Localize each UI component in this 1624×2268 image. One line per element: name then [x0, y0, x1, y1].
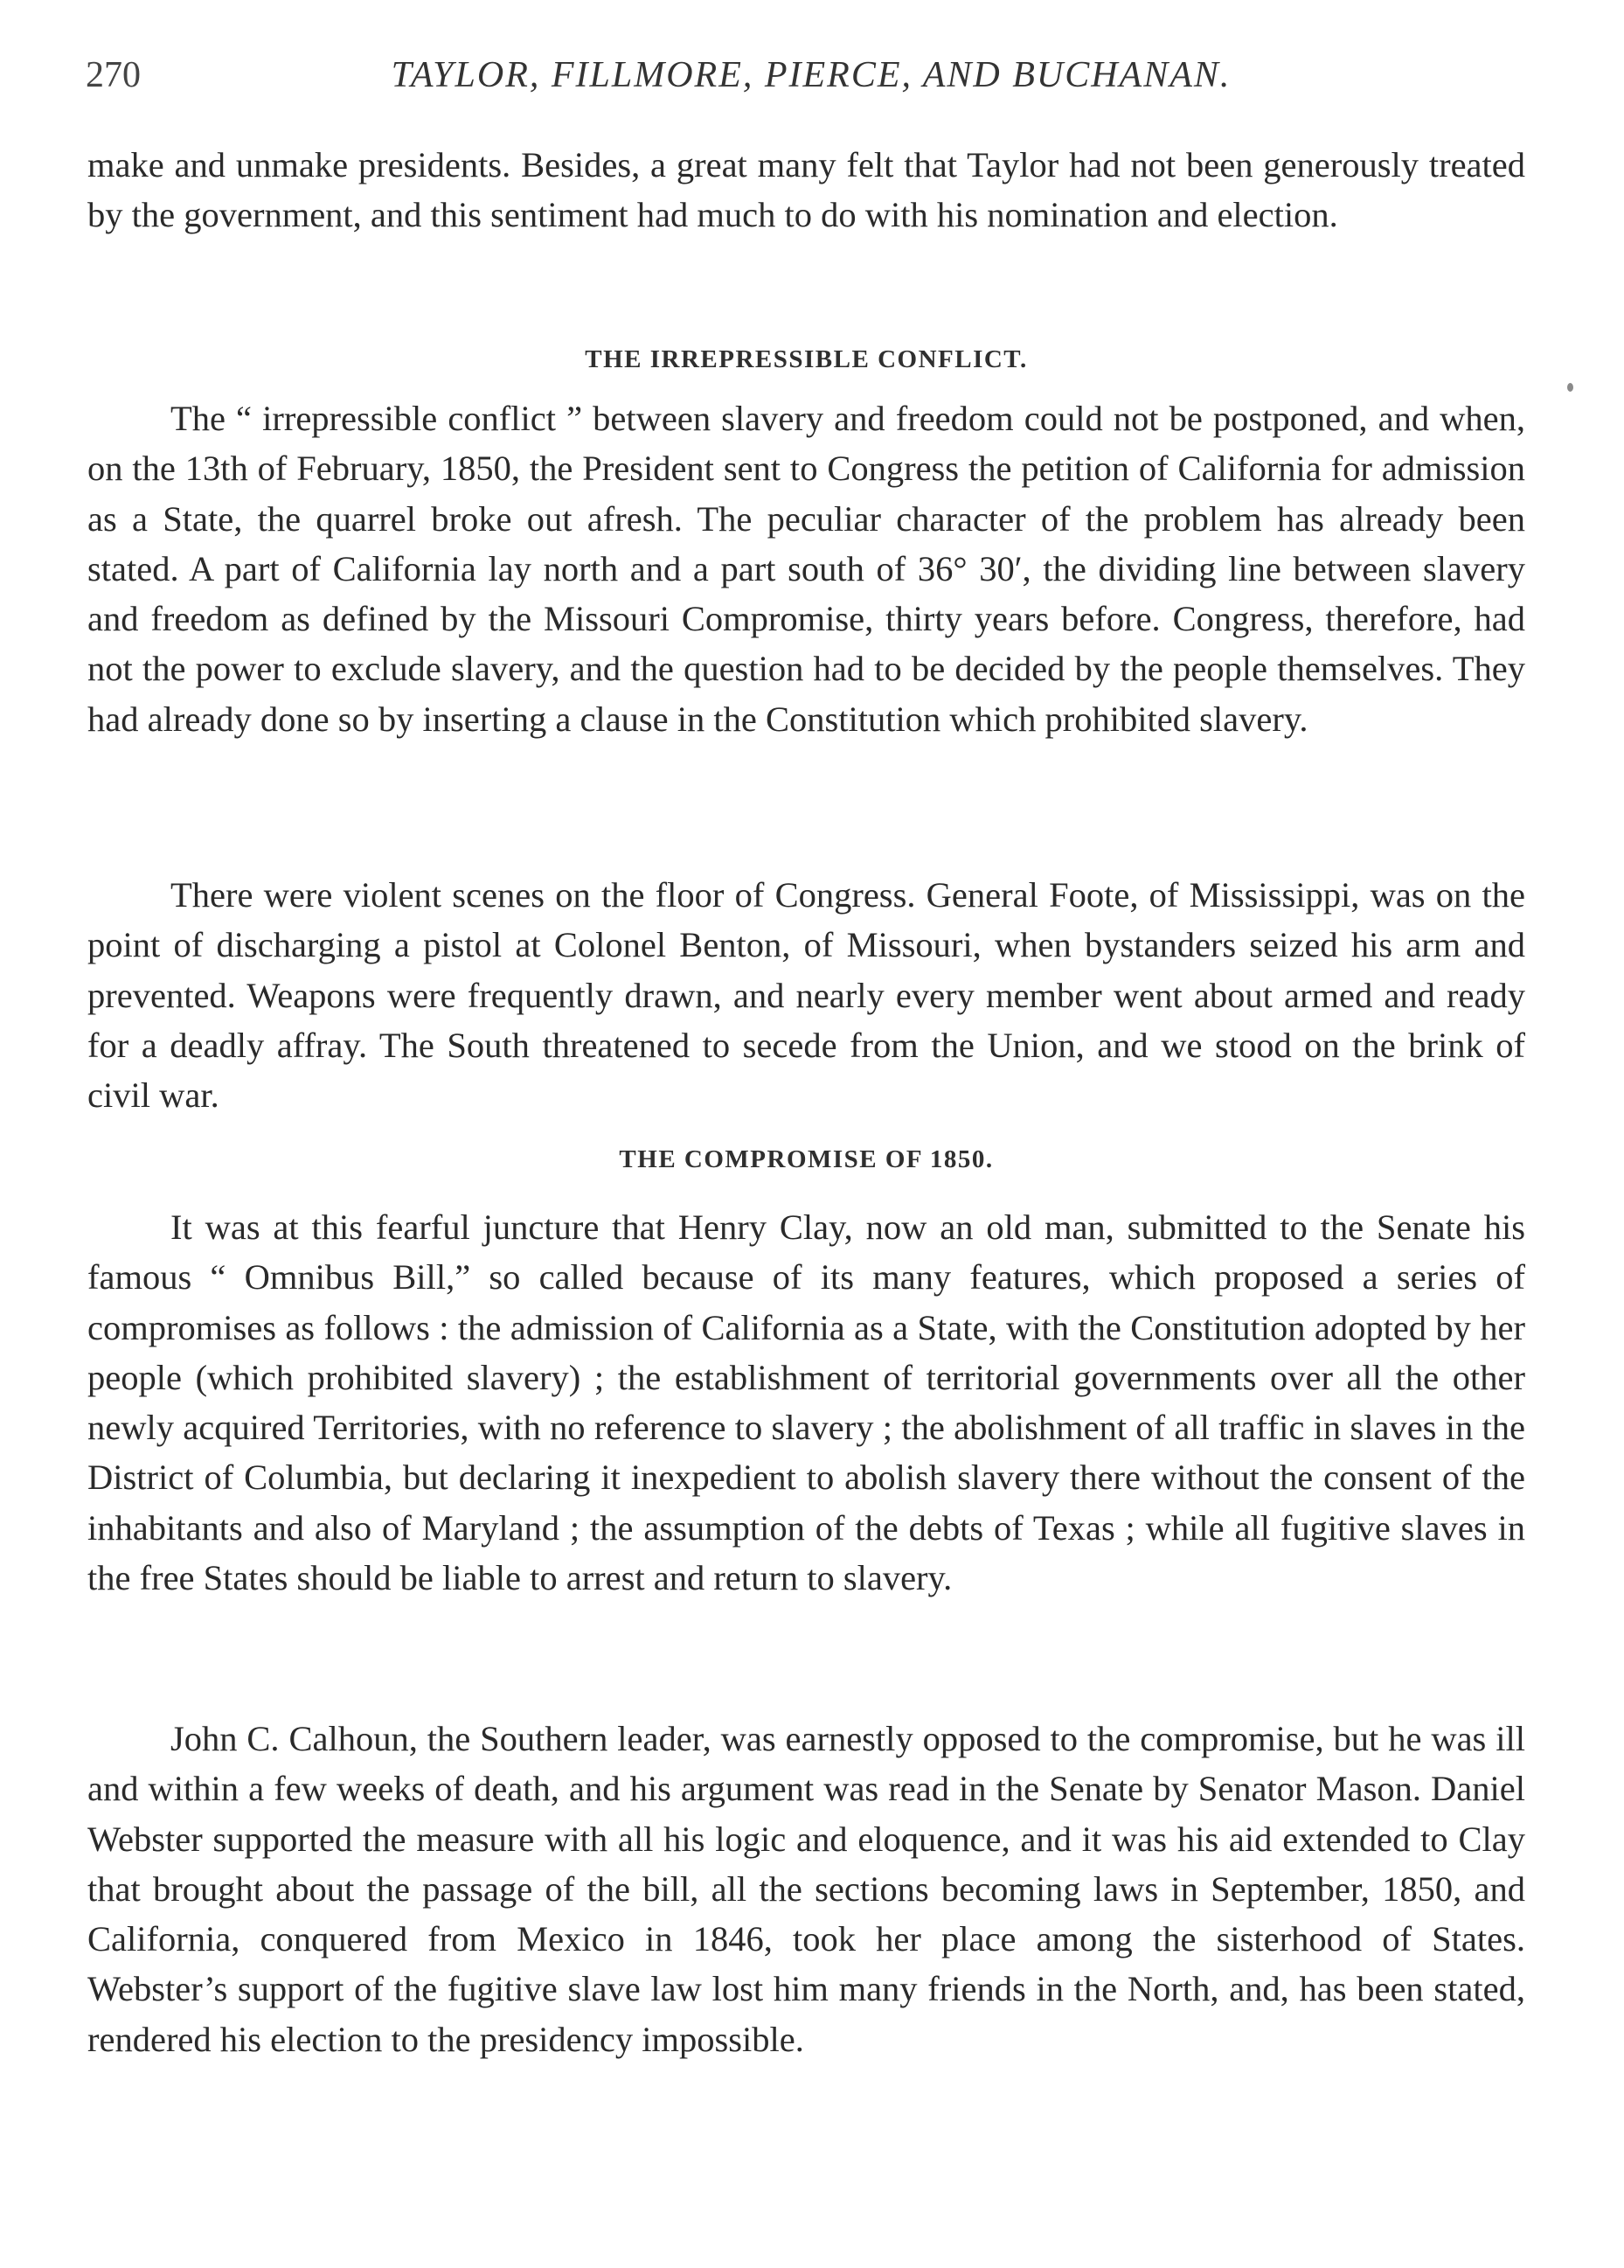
section-heading-irrepressible-conflict: THE IRREPRESSIBLE CONFLICT. [585, 345, 1028, 373]
margin-mark [1567, 383, 1573, 392]
section-heading-compromise-1850: THE COMPROMISE OF 1850. [619, 1145, 994, 1173]
paragraph-irrepressible-conflict: The “ irrepressible conflict ” between slavery and freedom could not be postponed, and when, on the 13th of February, 1850, the President sent to Congress the petition of California for admission as a State, the quarrel broke out afresh. The peculiar character of the problem has already been stated. A part of California lay north and a part south of 36° 30′, the dividing line between slavery and freedom as defined by the Missouri Compromise, thirty years before. Congress, therefore, had not the power to exclude slavery, and the question had to be decided by the people themselves. They had already done so by inserting a clause in the Constitution which prohibited slavery. [87, 399, 1525, 739]
running-title: TAYLOR, FILLMORE, PIERCE, AND BUCHANAN. [391, 55, 1232, 95]
intro-paragraph: make and unmake presidents. Besides, a great many felt that Taylor had not been generously treated by the government, and this sentiment had much to do with his nomination and election. [87, 145, 1525, 235]
paragraph-omnibus-bill: It was at this fearful juncture that Henry Clay, now an old man, submitted to the Senate his famous “ Omnibus Bill,” so called because of its many features, which proposed a series of compromises as follows : the admission of California as a State, with the Constitution adopted by her people (which prohibited slavery) ; the establishment of territorial governments over all the other newly acquired Territories, with no reference to slavery ; the abolishment of all traffic in slaves in the District of Columbia, but declaring it inexpedient to abolish slavery there without the consent of the inhabitants and also of Maryland ; the assumption of the debts of Texas ; while all fugitive slaves in the free States should be liable to arrest and return to slavery. [87, 1207, 1525, 1598]
running-head [86, 54, 1537, 107]
page-number: 270 [86, 55, 141, 95]
paragraph-violent-scenes: There were violent scenes on the floor of Congress. General Foote, of Mississippi, was on the point of discharging a pistol at Colonel Benton, of Missouri, when bystanders seized his arm and prevented. Weapons were frequently drawn, and nearly every member went about armed and ready for a deadly affray. The South threatened to secede from the Union, and we stood on the brink of civil war. [87, 875, 1525, 1116]
paragraph-calhoun-webster: John C. Calhoun, the Southern leader, was earnestly opposed to the compromise, but he was ill and within a few weeks of death, and his argument was read in the Senate by Senator Mason. Daniel Webster supported the measure with all his logic and eloquence, and it was his aid extended to Clay that brought about the passage of the bill, all the sections becoming laws in September, 1850, and California, conquered from Mexico in 1846, took her place among the sisterhood of States. Webster’s support of the fugitive slave law lost him many friends in the North, and, has been stated, rendered his election to the presidency impossible. [87, 1719, 1525, 2059]
